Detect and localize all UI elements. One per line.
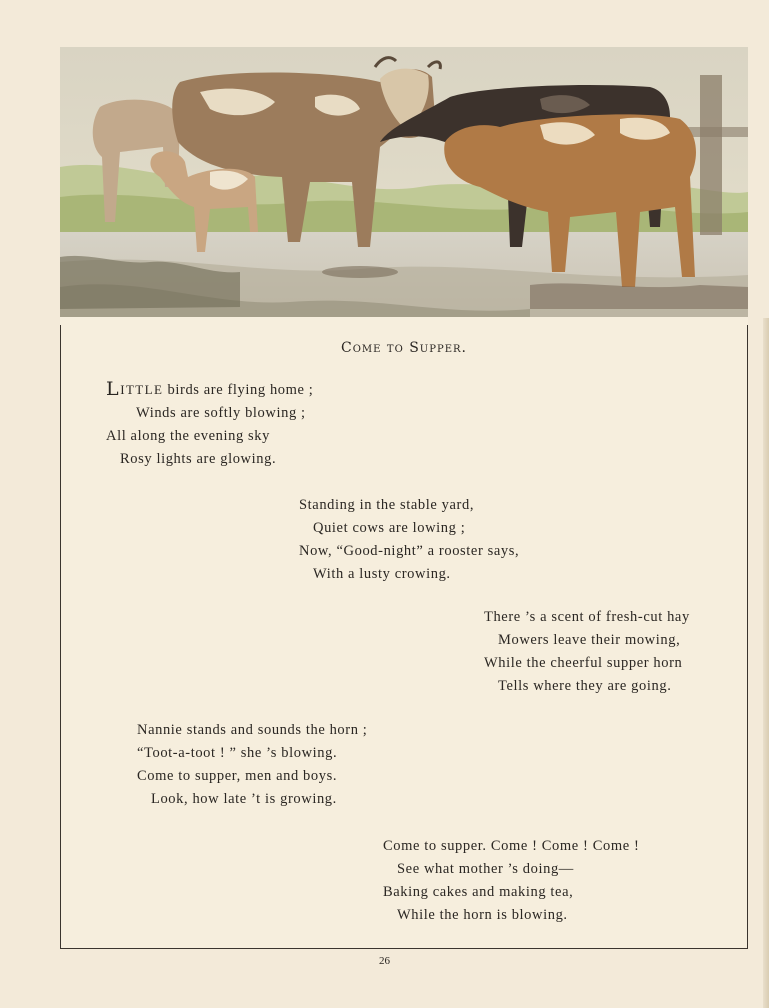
stanza-line: See what mother ’s doing— (397, 861, 574, 877)
first-word-rest: ITTLE (120, 382, 164, 397)
stanza-3 (484, 606, 690, 698)
stanza-line: While the cheerful supper horn (484, 655, 683, 671)
stanza-line: Look, how late ’t is growing. (151, 791, 337, 807)
cows-illustration (60, 47, 748, 325)
page-number: 26 (379, 955, 390, 967)
stanza-1 (106, 378, 313, 471)
stanza-line: Come to supper. Come ! Come ! Come ! (383, 838, 640, 854)
stanza-line: Now, “Good-night” a rooster says, (299, 543, 520, 559)
stanza-5 (383, 835, 639, 927)
stanza-line: Nannie stands and sounds the horn ; (137, 722, 368, 738)
stanza-line (106, 378, 313, 402)
page-edge (763, 318, 769, 1008)
stanza-line: Rosy lights are glowing. (120, 451, 277, 467)
stanza-line: Baking cakes and making tea, (383, 884, 574, 900)
stanza-line: Tells where they are going. (498, 678, 672, 694)
stanza-line: With a lusty crowing. (313, 566, 451, 582)
stanza-line: Mowers leave their mowing, (498, 632, 681, 648)
stanza-line: While the horn is blowing. (397, 907, 568, 923)
stanza-line: “Toot-a-toot ! ” she ’s blowing. (137, 745, 338, 761)
stanza-line: There ’s a scent of fresh-cut hay (484, 609, 690, 625)
first-line-rest: birds are flying home ; (163, 382, 314, 398)
drop-cap: L (106, 378, 120, 400)
poem-title: Come to Supper. (341, 340, 467, 356)
stanza-2 (299, 494, 519, 586)
stanza-line: Winds are softly blowing ; (136, 405, 306, 421)
stanza-4 (137, 719, 367, 811)
stanza-line: Standing in the stable yard, (299, 497, 475, 513)
stanza-line: All along the evening sky (106, 428, 271, 444)
stanza-line: Come to supper, men and boys. (137, 768, 338, 784)
stanza-line: Quiet cows are lowing ; (313, 520, 466, 536)
